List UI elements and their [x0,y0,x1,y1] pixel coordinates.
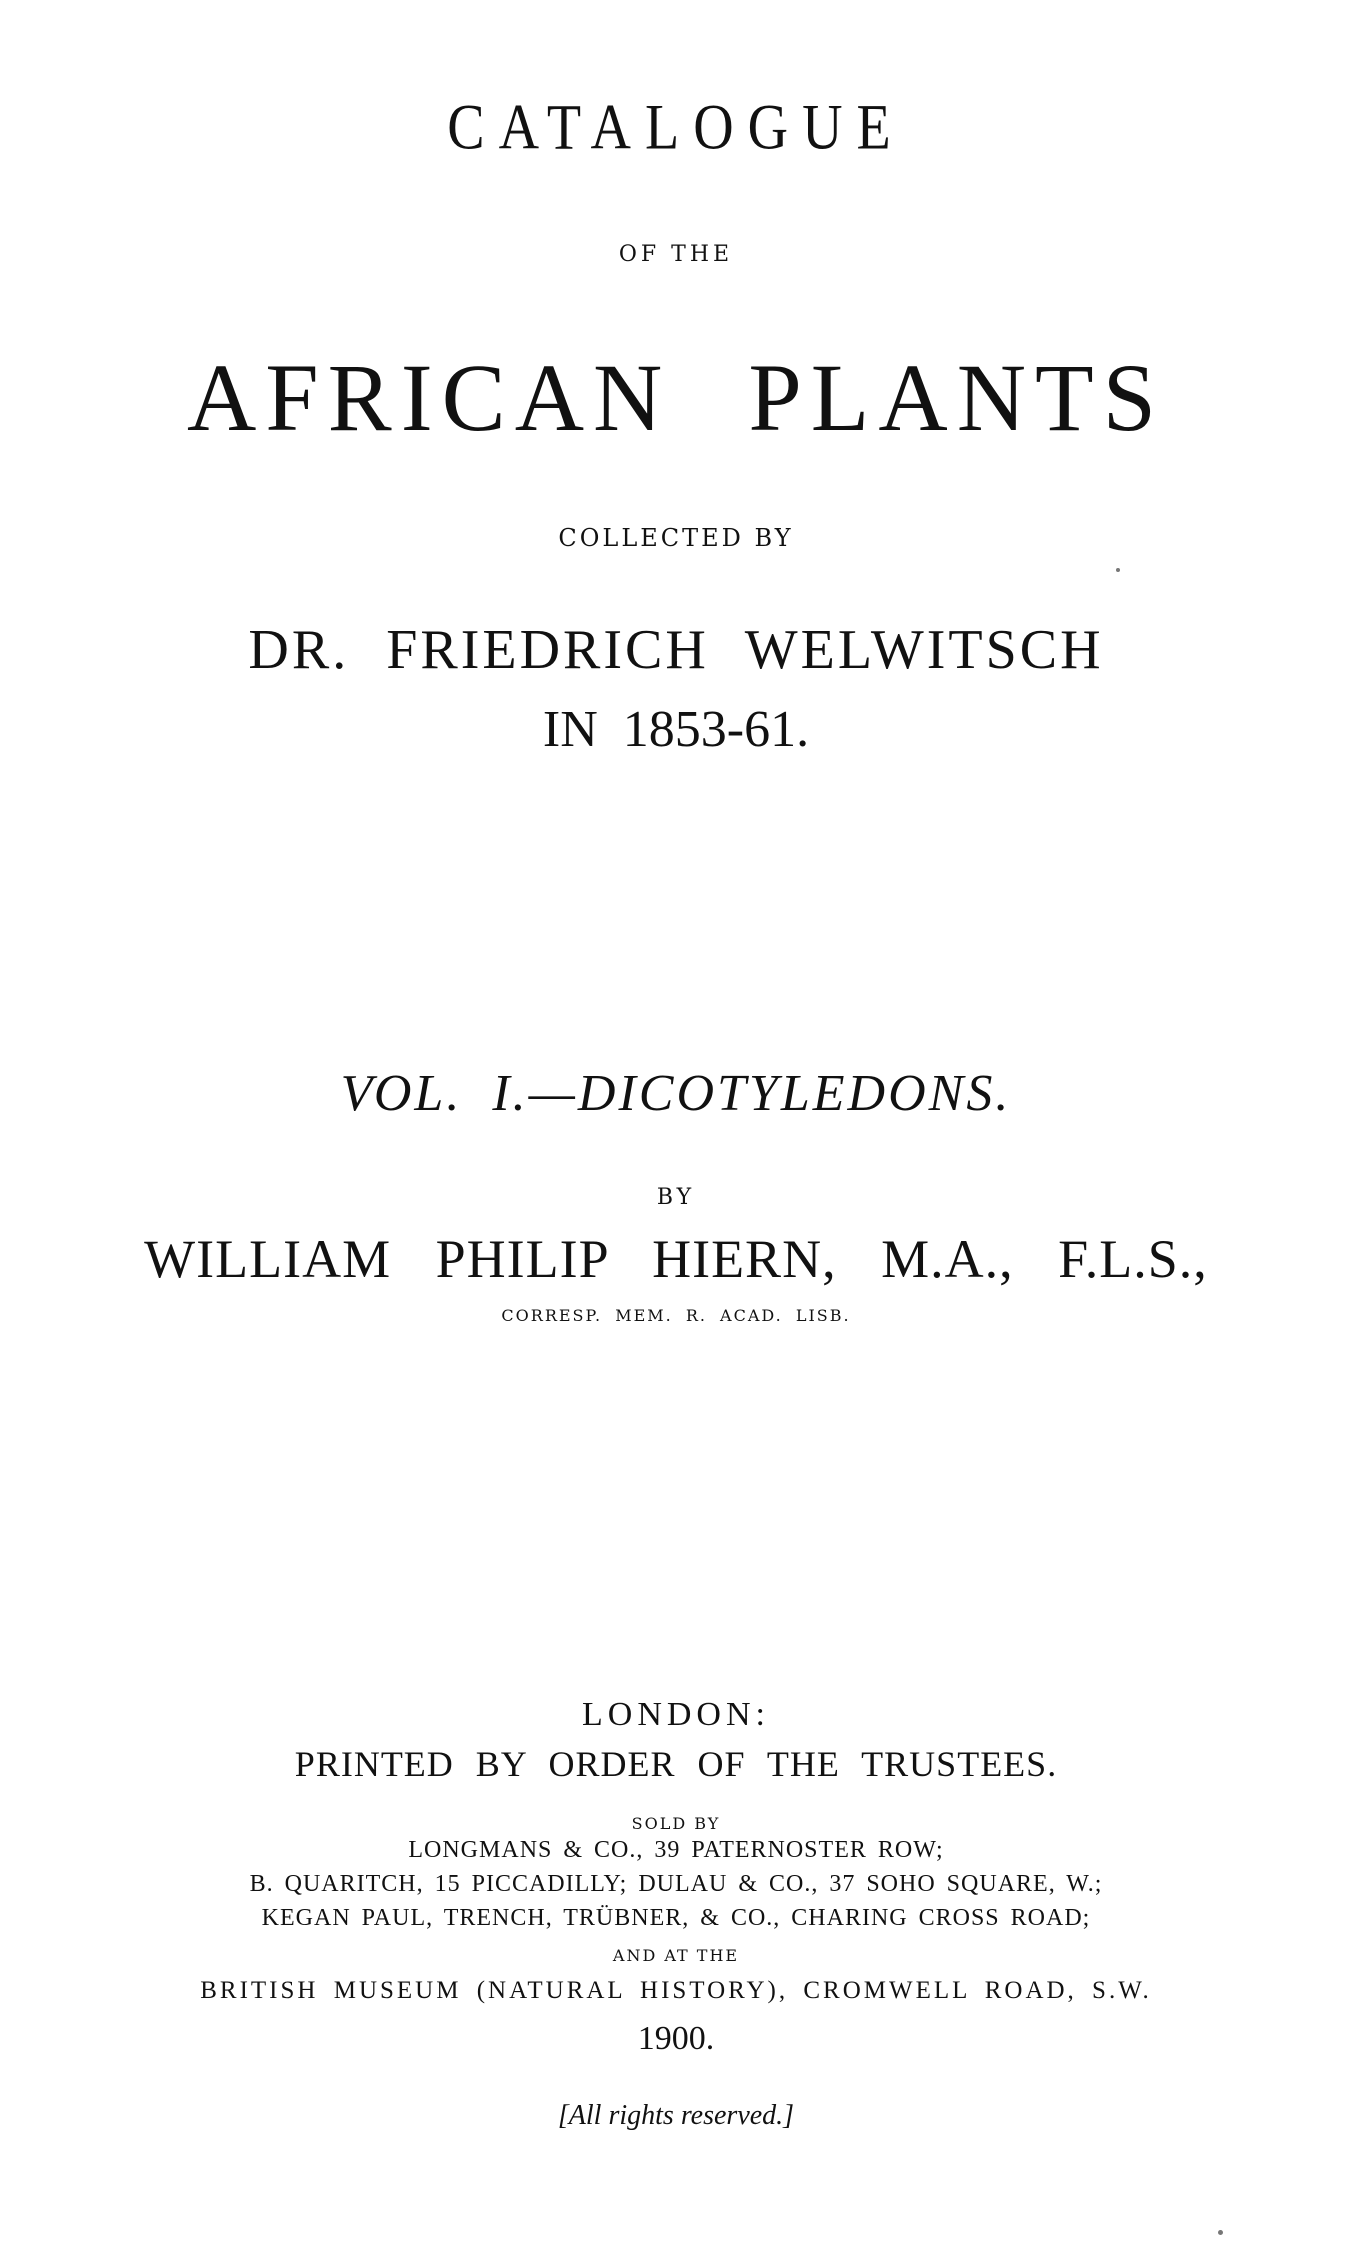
rights-notice: [All rights reserved.] [557,2100,795,2131]
catalogue-heading: CATALOGUE [447,92,905,164]
of-the-line: OF THE [618,242,734,267]
collector-name: DR. FRIEDRICH WELWITSCH [248,619,1104,681]
paper-speck [1116,568,1120,572]
publisher-line: KEGAN PAUL, TRENCH, TRÜBNER, & CO., CHARING CROSS ROAD; [261,1905,1091,1931]
author-name: WILLIAM PHILIP HIERN, M.A., F.L.S., [144,1229,1208,1289]
main-title: AFRICAN PLANTS [186,344,1166,451]
collected-by-line: COLLECTED BY [558,524,794,552]
volume-title: VOL. I.—DICOTYLEDONS. [340,1065,1012,1122]
imprint-city: LONDON: [582,1696,770,1733]
sold-by-line: SOLD BY [631,1814,721,1833]
publication-year: 1900. [637,2020,715,2057]
paper-speck [1218,2230,1223,2235]
and-at-the-line: AND AT THE [612,1946,740,1965]
collection-dates: IN 1853-61. [542,701,810,758]
publisher-line: LONGMANS & CO., 39 PATERNOSTER ROW; [408,1837,944,1863]
museum-address: BRITISH MUSEUM (NATURAL HISTORY), CROMWELL ROAD, S.W. [200,1977,1152,2004]
author-affiliation: CORRESP. MEM. R. ACAD. LISB. [501,1306,851,1325]
publisher-line: B. QUARITCH, 15 PICCADILLY; DULAU & CO., 37 SOHO SQUARE, W.; [249,1871,1103,1897]
imprint-printed-by: PRINTED BY ORDER OF THE TRUSTEES. [294,1744,1058,1784]
by-line: BY [656,1185,696,1210]
